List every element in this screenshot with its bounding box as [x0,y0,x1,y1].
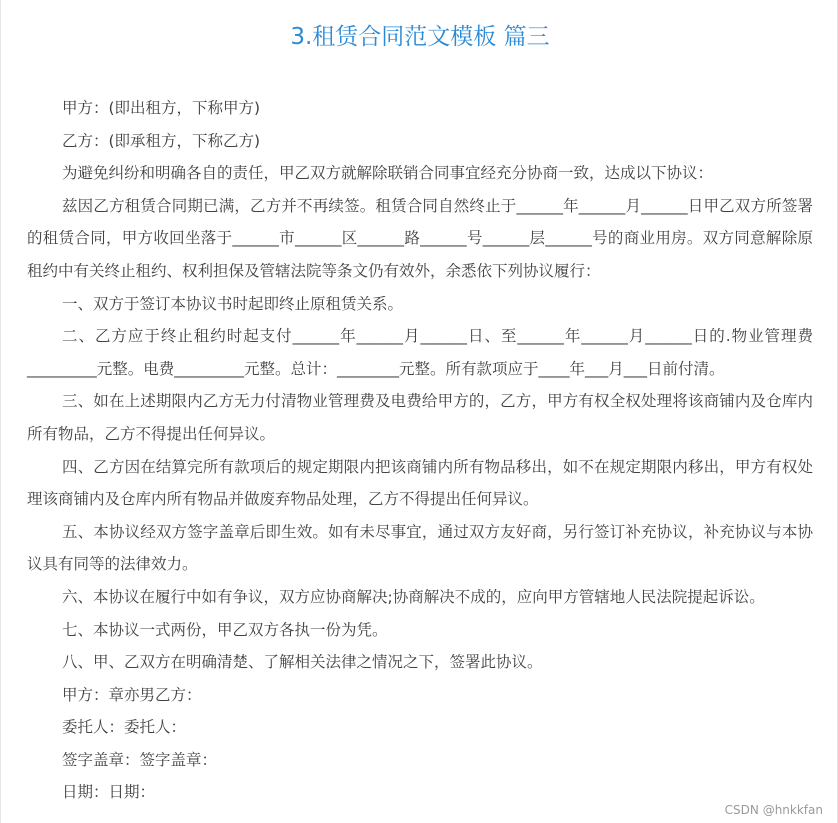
signature-parties: 甲方：章亦男乙方： [62,685,202,704]
clause-3: 三、如在上述期限内乙方无力付清物业管理费及电费给甲方的，乙方，甲方有权全权处理将该商铺内及仓库内所有物品，乙方不得提出任何异议。 [27,392,813,443]
paragraph-intro: 为避免纠纷和明确各自的责任，甲乙双方就解除联销合同事宜经充分协商一致，达成以下协议： [62,164,714,183]
signature-seals: 签字盖章：签字盖章： [62,750,218,769]
signature-agents: 委托人：委托人： [62,718,187,737]
clause-7: 七、本协议一式两份，甲乙双方各执一份为凭。 [62,620,388,639]
watermark: CSDN @hnkkfan [724,803,823,817]
clause-2: 二、乙方应于终止租约时起支付______年______月______日、至______年______月______日的.物业管理费_________元整。电费_________元整。总计：________元整。所有款项应于____年___月___日前付清。 [27,327,813,378]
signature-dates: 日期：日期： [62,783,156,802]
document-title: 3.租赁合同范文模板 篇三 [290,24,550,50]
clause-8: 八、甲、乙双方在明确清楚、了解相关法律之情况之下，签署此协议。 [62,653,543,672]
clause-5: 五、本协议经双方签字盖章后即生效。如有未尽事宜，通过双方友好商，另行签订补充协议，补充协议与本协议具有同等的法律效力。 [27,522,813,574]
paragraph-party-b: 乙方：(即承租方，下称乙方) [62,131,261,150]
paragraph-party-a: 甲方：(即出租方，下称甲方) [62,99,261,117]
clause-6: 六、本协议在履行中如有争议，双方应协商解决;协商解决不成的，应向甲方管辖地人民法院提起诉讼。 [62,587,765,606]
document-body [27,92,813,809]
clause-1: 一、双方于签订本协议书时起即终止原租赁关系。 [62,294,404,313]
paragraph-background: 兹因乙方租赁合同期已满，乙方并不再续签。租赁合同自然终止于______年______月______日甲乙双方所签署的租赁合同，甲方收回坐落于______市______区______路______号______层______号的商业用房。双方同意解除原租约中有关终止租约、权利担保及管辖法院等条文仍有效外，余悉依下列协议履行： [27,196,813,280]
clause-4: 四、乙方因在结算完所有款项后的规定期限内把该商铺内所有物品移出，如不在规定期限内移出，甲方有权处理该商铺内及仓库内所有物品并做废弃物品处理，乙方不得提出任何异议。 [27,457,813,509]
